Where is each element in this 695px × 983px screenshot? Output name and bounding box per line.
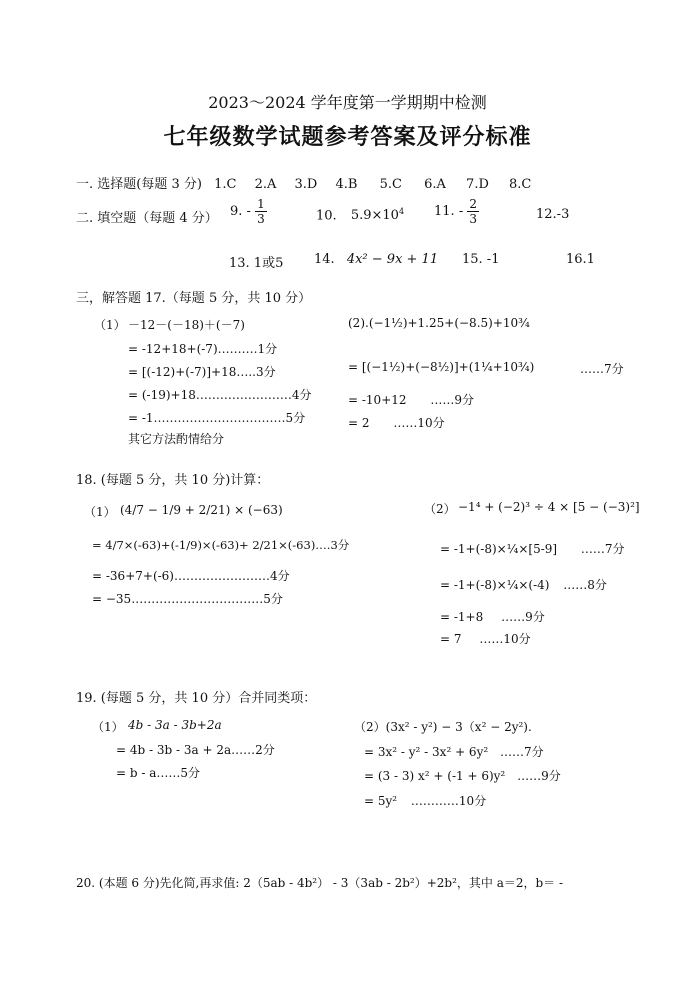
q18-2-line2: = -1+(-8)×¼×[5-9] ……7分	[440, 542, 625, 556]
answer-2: 2.A	[254, 177, 277, 192]
q19-1-tag: （1）	[92, 720, 124, 734]
q17-note: 其它方法酌情给分	[128, 432, 225, 446]
section3-label: 三，解答题 17.（每题 5 分，共 10 分）	[76, 291, 312, 306]
q17-1-tag: （1）	[94, 318, 126, 332]
q18-2-line5: = 7 ……10分	[440, 632, 531, 646]
answer-7: 7.D	[466, 177, 489, 192]
q19-1-line2: = 4b - 3b - 3a + 2a……2分	[116, 743, 275, 757]
q17-2-line2: = [(−1½)+(−8½)]+(1¼+10¾)	[348, 360, 535, 374]
q17-1-line1: －12－(－18)＋(－7)	[128, 318, 245, 332]
q18-1-tag: （1）	[84, 505, 116, 519]
answer-13: 13. 1或5	[229, 256, 284, 271]
document-title: 七年级数学试题参考答案及评分标准	[163, 124, 532, 150]
q17-2-line1: (2).(−1½)+1.25+(−8.5)+10¾	[348, 316, 530, 330]
q19-2-line3: = (3 - 3) x² + (-1 + 6)y² ……9分	[364, 769, 561, 783]
q18-2-tag: （2）	[424, 502, 456, 516]
answer-8: 8.C	[509, 177, 532, 192]
answer-1: 1.C	[214, 177, 237, 192]
section1-row	[76, 173, 531, 192]
q18-1-line1: (4/7 − 1/9 + 2/21) × (−63)	[120, 503, 283, 517]
q17-1-line3: = [(-12)+(-7)]+18…..3分	[128, 365, 276, 379]
q19-1-line1: 4b - 3a - 3b+2a	[128, 718, 222, 732]
q17-2-score2: ……7分	[580, 362, 624, 376]
section2-label: 二. 填空题（每题 4 分）	[76, 211, 218, 226]
q19-2-line4: = 5y² …………10分	[364, 794, 487, 808]
answer-3: 3.D	[294, 177, 318, 192]
answer-14: 14. 4x² − 9x + 11	[314, 252, 439, 267]
answer-15: 15. -1	[462, 252, 500, 267]
q18-2-line3: = -1+(-8)×¼×(-4) ……8分	[440, 578, 607, 592]
answer-10: 10. $5.9\times 10^4$	[316, 207, 405, 224]
answer-4: 4.B	[335, 177, 358, 192]
q17-2-line4: = 2 ……10分	[348, 416, 445, 430]
section1-label: 一. 选择题(每题 3 分)	[76, 177, 202, 192]
q17-2-line3: = -10+12 ……9分	[348, 393, 474, 407]
q18-1-line4: = −35……………………………5分	[92, 592, 283, 606]
q18-2-line4: = -1+8 ……9分	[440, 610, 545, 624]
q18-label: 18. (每题 5 分，共 10 分)计算：	[76, 473, 270, 488]
q19-2-line2: = 3x² - y² - 3x² + 6y² ……7分	[364, 745, 544, 759]
q18-1-line2: = 4/7×(-63)+(-1/9)×(-63)+ 2/21×(-63)….3分	[92, 538, 350, 552]
q17-1-line4: = (-19)+18……………………4分	[128, 388, 312, 402]
q20-text: 20. (本题 6 分)先化简,再求值: 2（5ab - 4b²） - 3（3ab - 2b²）+2b²，其中 a＝2，b＝ -	[76, 876, 564, 890]
q17-1-line2: = -12+18+(-7)……….1分	[128, 342, 278, 356]
q18-2-line1: −1⁴ + (−2)³ ÷ 4 × [5 − (−3)²]	[458, 500, 640, 514]
answer-11: 11. - $\frac{2}{3}$	[434, 197, 478, 226]
answer-6: 6.A	[424, 177, 446, 192]
q18-1-line3: = -36+7+(-6)……………………4分	[92, 569, 290, 583]
document-subtitle: 2023～2024 学年度第一学期期中检测	[208, 93, 487, 112]
answer-12: 12.-3	[536, 207, 570, 222]
answer-9: 9. - $\frac{1}{3}$	[230, 197, 265, 226]
answer-16: 16.1	[566, 252, 595, 267]
q17-1-line5: = -1……………………………5分	[128, 411, 306, 425]
q19-2-line1: （2）(3x² - y²) − 3（x² − 2y²).	[354, 720, 532, 734]
q19-label: 19. (每题 5 分，共 10 分）合并同类项：	[76, 691, 317, 706]
q19-1-line3: = b - a……5分	[116, 766, 201, 780]
answer-5: 5.C	[379, 177, 402, 192]
